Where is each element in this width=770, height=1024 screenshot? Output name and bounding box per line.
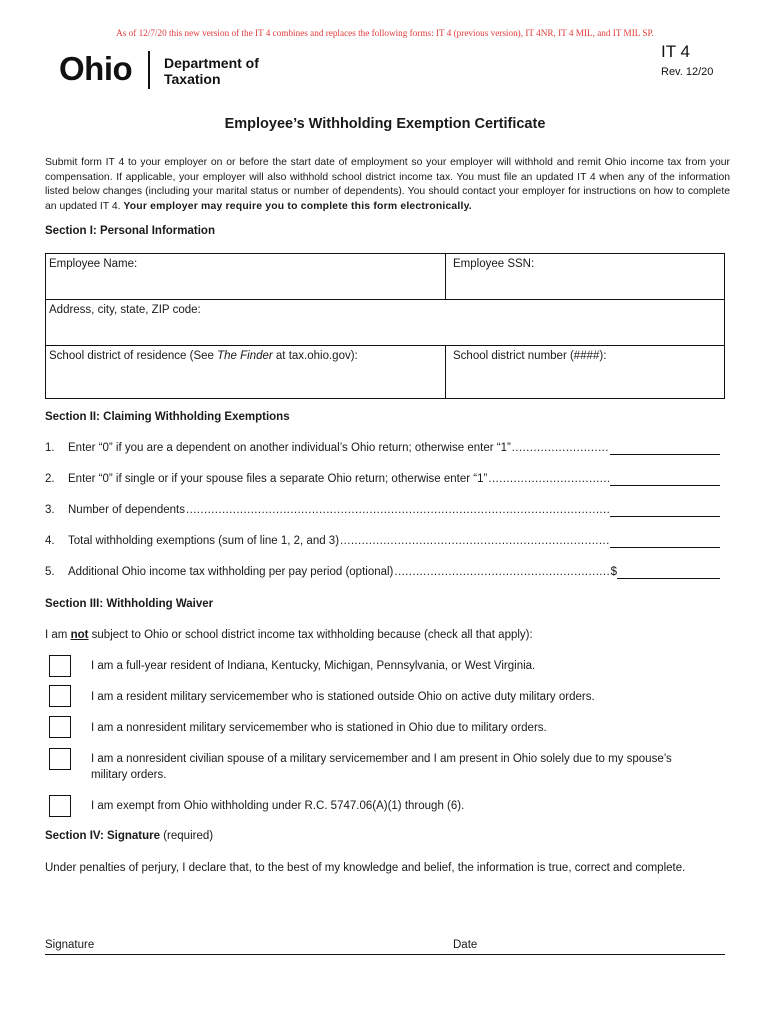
line-3-input[interactable]: [610, 504, 720, 517]
leader-dots: [394, 566, 609, 579]
waiver-intro-post: subject to Ohio or school district income tax withholding because (check all that apply):: [88, 629, 533, 641]
form-title: Employee’s Withholding Exemption Certificate: [224, 116, 546, 132]
signature-label: Signature: [45, 939, 95, 951]
leader-dots: [512, 442, 609, 455]
waiver-option-1: I am a full-year resident of Indiana, Kentucky, Michigan, Pennsylvania, or West Virginia.: [91, 660, 536, 672]
leader-dots: [340, 535, 609, 548]
personal-info-table: [45, 253, 725, 399]
intro-text: Submit form IT 4 to your employer on or before the start date of employment so your employer will withhold and remit Ohio income tax from your compensation. If applicable, your employer will also withhold school district income tax. You must file an updated IT 4 when any of the information listed below changes (including your marital status or number of dependents). You should contact your employer for instructions on how to complete an updated IT 4.: [45, 157, 730, 212]
address-field[interactable]: [46, 300, 724, 345]
waiver-checkbox-5[interactable]: [49, 795, 71, 817]
line-1-input[interactable]: [610, 442, 720, 455]
section-3-heading: Section III: Withholding Waiver: [45, 598, 214, 610]
school-district-number-label: School district number (####):: [453, 350, 607, 362]
school-district-number-field[interactable]: [446, 346, 724, 399]
employee-ssn-label: Employee SSN:: [453, 258, 535, 270]
line-text: Number of dependents: [68, 504, 185, 516]
school-district-label-post: at tax.ohio.gov):: [272, 350, 358, 362]
form-id: IT 4: [661, 42, 690, 61]
section-4-heading: Section IV: Signature: [45, 830, 161, 842]
exemption-line-2: [45, 473, 720, 486]
form-revision: Rev. 12/20: [661, 66, 714, 78]
school-district-label-pre: School district of residence (See: [49, 350, 218, 362]
department-name: [164, 55, 259, 87]
signature-line[interactable]: [45, 954, 725, 955]
waiver-option-5: I am exempt from Ohio withholding under R.C. 5747.06(A)(1) through (6).: [91, 800, 465, 812]
exemption-line-1: [45, 442, 720, 455]
section-1-heading: Section I: Personal Information: [45, 225, 215, 237]
intro-paragraph: [45, 156, 730, 214]
school-district-label: [49, 350, 358, 362]
line-number: 1.: [45, 442, 55, 454]
line-number: 2.: [45, 473, 55, 485]
school-district-field[interactable]: [46, 346, 445, 399]
date-label: Date: [453, 939, 478, 951]
department-line-2: Taxation: [164, 71, 221, 87]
line-text: Enter “0” if single or if your spouse files a separate Ohio return; otherwise enter “1”: [68, 473, 488, 485]
ohio-logo: Ohio: [59, 50, 133, 87]
department-line-1: Department of: [164, 55, 259, 71]
waiver-intro-pre: I am: [45, 629, 71, 641]
line-text: Additional Ohio income tax withholding per pay period (optional): [68, 566, 394, 578]
section-4-heading-row: [45, 830, 213, 842]
section-2-heading: Section II: Claiming Withholding Exemptions: [45, 411, 290, 423]
line-text: Enter “0” if you are a dependent on another individual’s Ohio return; otherwise enter “1”: [68, 442, 511, 454]
waiver-checkbox-4[interactable]: [49, 748, 71, 770]
waiver-checkbox-1[interactable]: [49, 655, 71, 677]
line-5-input[interactable]: [617, 566, 720, 579]
exemption-line-3: [45, 504, 720, 517]
waiver-checkbox-3[interactable]: [49, 716, 71, 738]
waiver-option-2: I am a resident military servicemember who is stationed outside Ohio on active duty military orders.: [91, 691, 595, 703]
dollar-sign: $: [610, 566, 617, 578]
waiver-option-4: I am a nonresident civilian spouse of a military servicemember and I am present in Ohio solely due to my spouse’s military orders.: [91, 753, 672, 781]
section-4-note: (required): [160, 830, 214, 842]
employee-ssn-field[interactable]: [446, 254, 724, 299]
line-number: 4.: [45, 535, 55, 547]
waiver-not: not: [70, 629, 89, 641]
revision-notice: As of 12/7/20 this new version of the IT 4 combines and replaces the following forms: IT 4 (previous version), IT 4NR, IT 4 MIL, and IT MIL SP.: [116, 28, 654, 38]
line-2-input[interactable]: [610, 473, 720, 486]
leader-dots: [488, 473, 609, 486]
line-4-input[interactable]: [610, 535, 720, 548]
perjury-statement: Under penalties of perjury, I declare that, to the best of my knowledge and belief, the information is true, correct and complete.: [45, 862, 686, 874]
address-label: Address, city, state, ZIP code:: [49, 304, 201, 316]
line-text: Total withholding exemptions (sum of line 1, 2, and 3): [68, 535, 340, 547]
intro-bold-note: Your employer may require you to complete this form electronically.: [123, 200, 472, 212]
line-number: 3.: [45, 504, 55, 516]
logo-divider: [148, 51, 150, 89]
waiver-intro: [45, 629, 533, 641]
leader-dots: [186, 504, 609, 517]
employee-name-label: Employee Name:: [49, 258, 138, 270]
line-number: 5.: [45, 566, 55, 578]
employee-name-field[interactable]: [46, 254, 445, 299]
exemption-line-4: [45, 535, 720, 548]
waiver-option-3: I am a nonresident military servicemember who is stationed in Ohio due to military orders.: [91, 722, 547, 734]
the-finder-label: The Finder: [217, 350, 273, 362]
exemption-line-5: [45, 566, 720, 579]
waiver-checkbox-2[interactable]: [49, 685, 71, 707]
